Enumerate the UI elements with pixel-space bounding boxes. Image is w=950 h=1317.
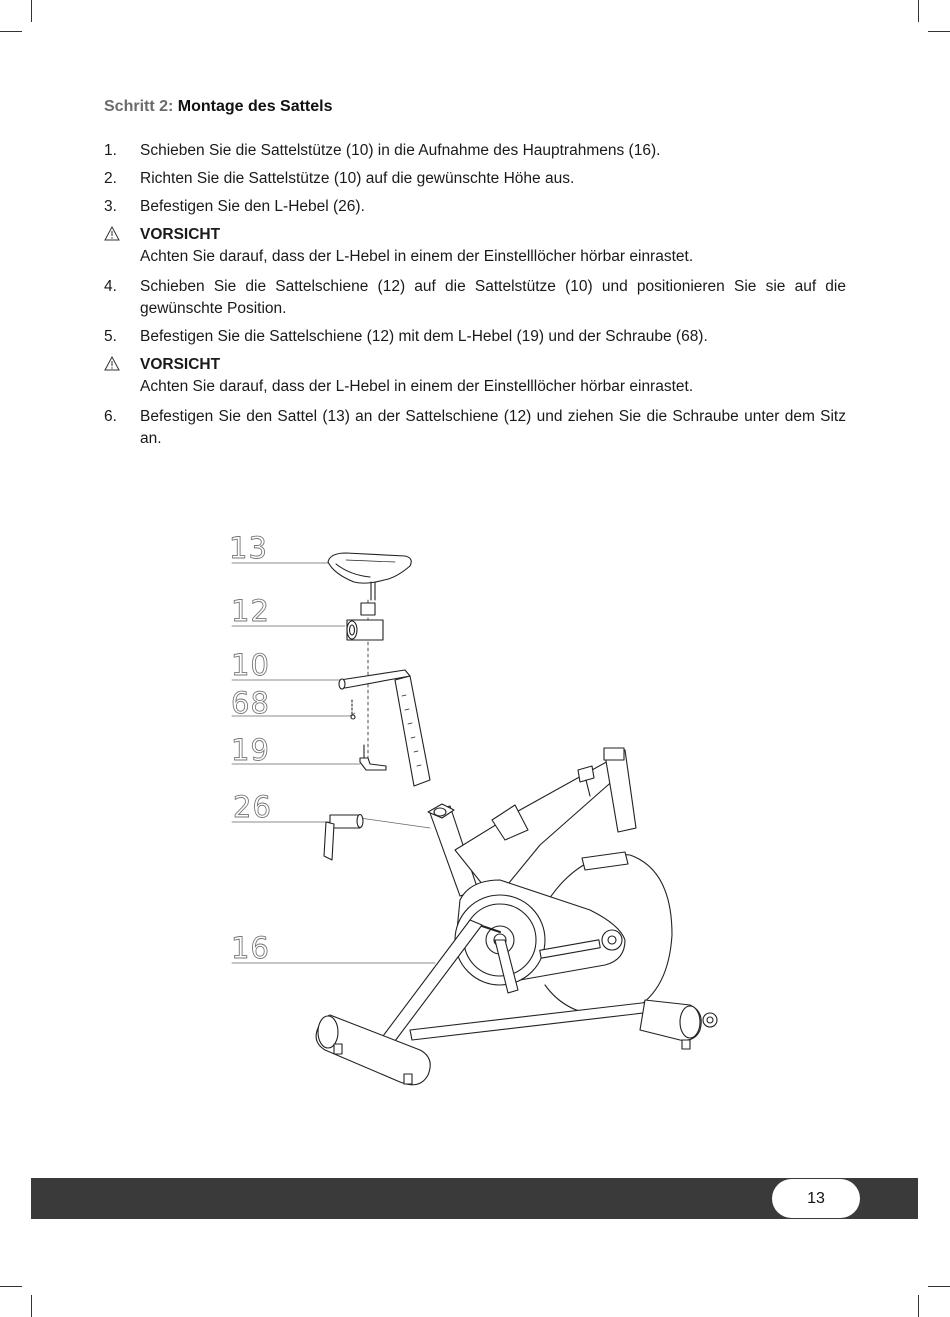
- page-number: 13: [772, 1179, 860, 1218]
- instruction-list: [104, 140, 846, 456]
- crop-mark: [0, 31, 22, 32]
- callout-12: 12: [231, 594, 270, 628]
- list-item-text: Schieben Sie die Sattelschiene (12) auf die Sattelstütze (10) und positionieren Sie sie auf die gewünschte Position.: [140, 278, 846, 317]
- warning-text: Achten Sie darauf, dass der L-Hebel in einem der Einstelllöcher hörbar einrastet.: [140, 248, 694, 265]
- list-item-number: 5.: [104, 328, 117, 345]
- list-item-text: Befestigen Sie die Sattelschiene (12) mit dem L-Hebel (19) und der Schraube (68).: [140, 328, 708, 345]
- list-item: [104, 168, 846, 190]
- callout-16: 16: [231, 931, 270, 965]
- list-item-number: 2.: [104, 170, 117, 187]
- callout-26: 26: [233, 790, 272, 824]
- section-heading: [104, 98, 333, 116]
- list-item-number: 6.: [104, 408, 117, 425]
- assembly-diagram: [220, 525, 740, 1095]
- callout-labels: [229, 531, 272, 965]
- warning-title: VORSICHT: [140, 226, 221, 243]
- warning-box: [104, 354, 846, 398]
- warning-box: [104, 224, 846, 268]
- crop-mark: [928, 31, 950, 32]
- list-item: [104, 140, 846, 162]
- warning-triangle-icon: [104, 224, 140, 268]
- callout-19: 19: [231, 733, 270, 767]
- list-item-number: 1.: [104, 142, 117, 159]
- crop-mark: [918, 1295, 919, 1317]
- list-item: [104, 326, 846, 348]
- crop-mark: [918, 0, 919, 22]
- list-item-text: Befestigen Sie den Sattel (13) an der Sattelschiene (12) und ziehen Sie die Schraube unter dem Sitz an.: [140, 408, 846, 447]
- list-item-text: Schieben Sie die Sattelstütze (10) in die Aufnahme des Hauptrahmens (16).: [140, 142, 661, 159]
- step-label: Schritt 2:: [104, 98, 174, 115]
- crop-mark: [31, 0, 32, 22]
- list-item-text: Befestigen Sie den L-Hebel (26).: [140, 198, 365, 215]
- callout-13: 13: [229, 531, 268, 565]
- crop-mark: [31, 1295, 32, 1317]
- step-title: Montage des Sattels: [177, 98, 333, 115]
- list-item-number: 4.: [104, 278, 117, 295]
- list-item: [104, 406, 846, 450]
- crop-mark: [0, 1286, 22, 1287]
- callout-68: 68: [231, 686, 270, 720]
- warning-triangle-icon: [104, 354, 140, 398]
- list-item: [104, 276, 846, 320]
- callout-10: 10: [231, 648, 270, 682]
- list-item-text: Richten Sie die Sattelstütze (10) auf die gewünschte Höhe aus.: [140, 170, 575, 187]
- list-item: [104, 196, 846, 218]
- list-item-number: 3.: [104, 198, 117, 215]
- crop-mark: [928, 1286, 950, 1287]
- warning-title: VORSICHT: [140, 356, 221, 373]
- warning-text: Achten Sie darauf, dass der L-Hebel in einem der Einstelllöcher hörbar einrastet.: [140, 378, 694, 395]
